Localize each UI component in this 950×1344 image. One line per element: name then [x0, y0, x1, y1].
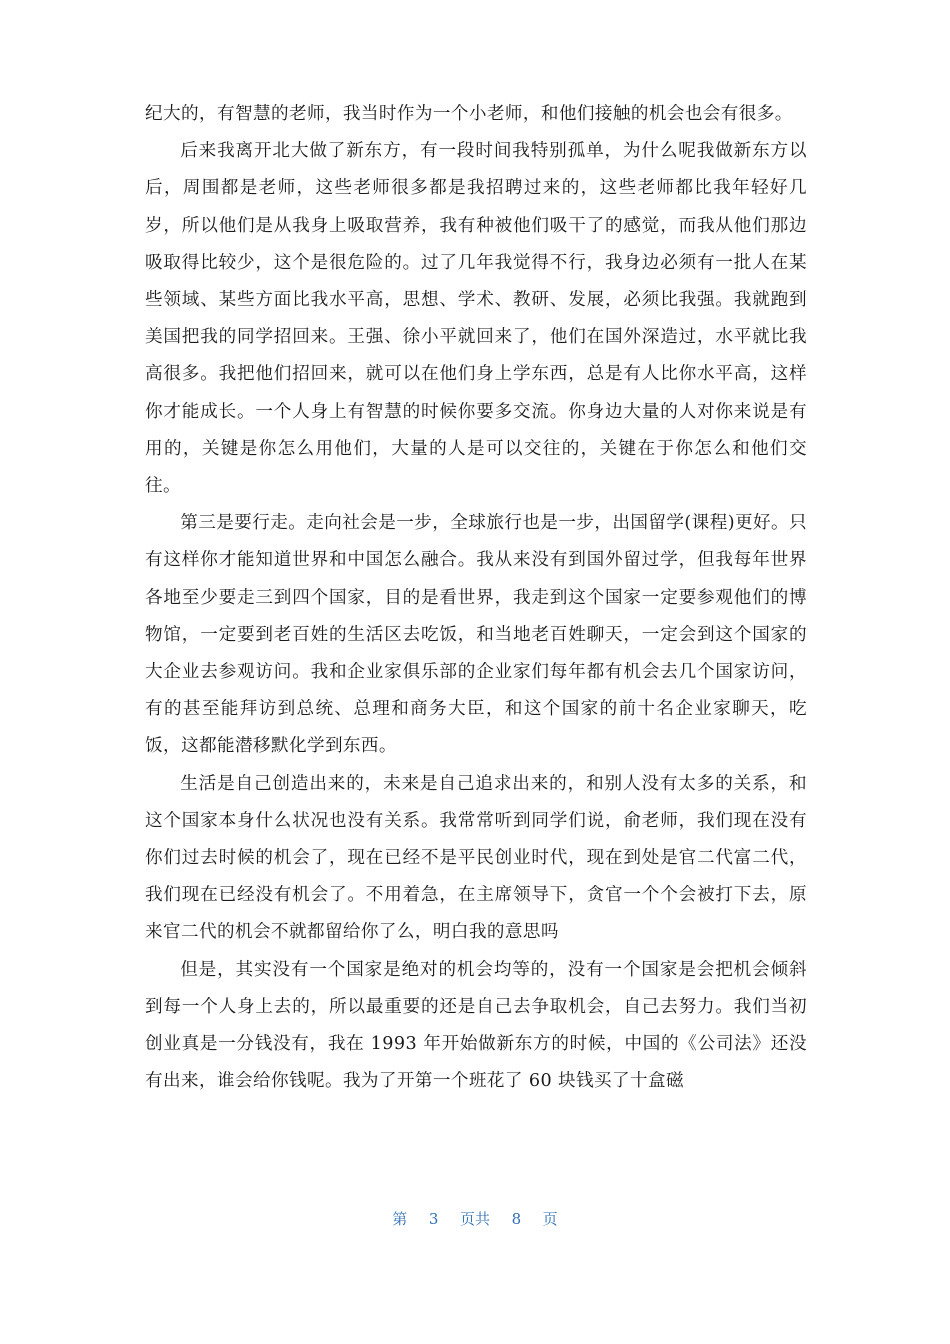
footer-middle: 页共	[459, 1210, 490, 1228]
paragraph: 第三是要行走。走向社会是一步，全球旅行也是一步，出国留学(课程)更好。只有这样你才能知道世界和中国怎么融合。我从来没有到国外留过学，但我每年世界各地至少要走三到四个国家，目的是看世界，我走到这个国家一定要参观他们的博物馆，一定要到老百姓的生活区去吃饭，和当地老百姓聊天，一定会到这个国家的大企业去参观访问。我和企业家俱乐部的企业家们每年都有机会去几个国家访问，有的甚至能拜访到总统、总理和商务大臣，和这个国家的前十名企业家聊天，吃饭，这都能潜移默化学到东西。	[145, 513, 807, 757]
paragraph: 但是，其实没有一个国家是绝对的机会均等的，没有一个国家是会把机会倾斜到每一个人身上去的，所以最重要的还是自己去争取机会，自己去努力。我们当初创业真是一分钱没有，我在 1993 年开始做新东方的时候，中国的《公司法》还没有出来，谁会给你钱呢。我为了开第一个班花了 60 块钱买了十盒磁	[145, 959, 807, 1092]
footer-suffix: 页	[542, 1210, 558, 1228]
paragraph-continued: 纪大的，有智慧的老师，我当时作为一个小老师，和他们接触的机会也会有很多。	[145, 104, 793, 124]
paragraph: 生活是自己创造出来的，未来是自己追求出来的，和别人没有太多的关系，和这个国家本身什么状况也没有关系。我常常听到同学们说，俞老师，我们现在没有你们过去时候的机会了，现在已经不是平民创业时代，现在到处是官二代富二代，我们现在已经没有机会了。不用着急，在主席领导下，贪官一个个会被打下去，原来官二代的机会不就都留给你了么，明白我的意思吗	[145, 773, 807, 943]
document-body	[145, 96, 807, 1100]
footer-prefix: 第	[392, 1210, 408, 1228]
current-page-number: 3	[428, 1210, 439, 1228]
paragraph: 后来我离开北大做了新东方，有一段时间我特别孤单，为什么呢我做新东方以后，周围都是老师，这些老师很多都是我招聘过来的，这些老师都比我年轻好几岁，所以他们是从我身上吸取营养，我有种被他们吸干了的感觉，而我从他们那边吸取得比较少，这个是很危险的。过了几年我觉得不行，我身边必须有一批人在某些领域、某些方面比我水平高，思想、学术、教研、发展，必须比我强。我就跑到美国把我的同学招回来。王强、徐小平就回来了，他们在国外深造过，水平就比我高很多。我把他们招回来，就可以在他们身上学东西，总是有人比你水平高，这样你才能成长。一个人身上有智慧的时候你要多交流。你身边大量的人对你来说是有用的，关键是你怎么用他们，大量的人是可以交往的，关键在于你怎么和他们交往。	[145, 141, 807, 497]
total-pages-number: 8	[511, 1210, 522, 1228]
page-footer	[0, 1208, 950, 1229]
